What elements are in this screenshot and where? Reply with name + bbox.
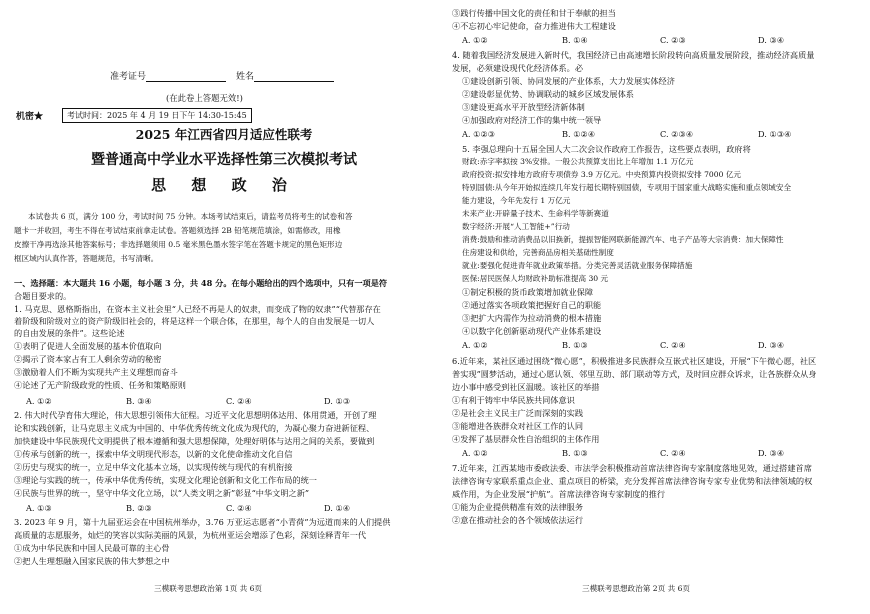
option-b: B. ①③ xyxy=(562,448,588,458)
exam-time-box: 考试时间：2025 年 4 月 19 日下午 14:30-15:45 xyxy=(62,108,252,123)
statement-item: ①表明了促进人全面发展的基本价值取向 xyxy=(14,341,162,351)
question-line: 论和实践创新，让马克思主义成为中国的、中华优秀传统文化成为现代的，为凝心聚力奋进新征程、 xyxy=(14,423,375,433)
section-heading-cont: 合题目要求的。 xyxy=(14,291,72,301)
question-line: 着阶级和阶级对立的资产阶级旧社会的，将是这样一个联合体，在那里，每个人的自由发展是一切人 xyxy=(14,316,375,326)
question-line: 威作用，为企业发展“护航”。首席法律咨询专家制度的推行 xyxy=(452,489,666,499)
material-line: 未来产业:开辟量子技术、生命科学等新赛道 xyxy=(462,209,609,218)
statement-item: ①建设创新引领、协同发展的产业体系，大力发展实体经济 xyxy=(462,76,675,86)
statement-item: ③理论与实践的统一，传承中华优秀传统，实现文化理论创新和文化工作布局的统一 xyxy=(14,475,317,485)
option-c: C. ②④ xyxy=(226,503,252,513)
option-d: D. ①④ xyxy=(324,503,351,513)
name-line xyxy=(254,73,334,82)
material-line: 消费:鼓励和推动消费品以旧换新，提振智能网联新能源汽车、电子产品等大宗消费：加大保障性 xyxy=(462,235,784,244)
statement-item: ②把人生理想融入国家民族的伟大梦想之中 xyxy=(14,556,170,566)
material-line: 数字经济:开展“人工智能+”行动 xyxy=(462,222,570,231)
option-b: B. ①②④ xyxy=(562,129,596,139)
statement-item: ④不忘初心牢记使命，奋力推进伟大工程建设 xyxy=(452,21,616,31)
statement-item: ③能增进各族群众对社区工作的认同 xyxy=(452,421,584,431)
question-line: 发展，必须建设现代化经济体系。必 xyxy=(452,63,584,73)
statement-item: ①制定积极的货币政策增加就业保障 xyxy=(462,287,594,297)
question-line: 加快建设中华民族现代文明提供了根本遵循和强大思想保障，处理好明体与达用之间的关系，要做到 xyxy=(14,436,375,446)
question-line: 边小事中感受到社区温暖。该社区的举措 xyxy=(452,382,600,392)
question-line: 普实现”圆梦活动，通过心愿认领、邻里互助、部门联动等方式，及时回应群众诉求，让各族群众从身 xyxy=(452,369,817,379)
option-c: C. ②③ xyxy=(660,35,686,45)
page-footer: 三模联考思想政治第 1页 共 6页 xyxy=(154,584,263,593)
question-line: 法律咨询专家联系重点企业、重点项目的桥梁，充分发挥首席法律咨询专家专业优势和法律领域的权 xyxy=(452,476,813,486)
statement-item: ①传承与创新的统一，探索中华文明现代形态，以新的文化使命推动文化自信 xyxy=(14,449,293,459)
question-line: 3. 2023 年 9 月，第十九届亚运会在中国杭州举办，3.76 万亚运志愿者“小青荷”为远道而来的人们提供 xyxy=(14,517,391,527)
option-b: B. ③④ xyxy=(126,396,152,406)
statement-item: ②揭示了资本家占有工人剩余劳动的秘密 xyxy=(14,354,162,364)
option-a: A. ①② xyxy=(26,396,52,406)
material-line: 医保:居民医保人均财政补助标准提高 30 元 xyxy=(462,274,609,283)
option-d: D. ①③④ xyxy=(758,129,792,139)
subject-title: 思 想 政 治 xyxy=(151,176,297,194)
section-heading: 一、选择题：本大题共 16 小题，每小题 3 分，共 48 分。在每小题给出的四个选项中，只有一项是符 xyxy=(14,278,388,288)
question-line: 4. 随着我国经济发展进入新时代，我国经济已由高速增长阶段转向高质量发展阶段，推动经济高质量 xyxy=(452,50,815,60)
instructions-line: 皮擦干净再选涂其他答案标号；非选择题须用 0.5 毫米黑色墨水签字笔在答题卡规定的黑色矩形边 xyxy=(14,240,343,249)
statement-item: ①能为企业提供精准有效的法律服务 xyxy=(452,502,584,512)
statement-item: ②是社会主义民主广泛而深刻的实践 xyxy=(452,408,584,418)
material-line: 特别国债:从今年开始拟连续几年发行超长期特别国债，专项用于国家重大战略实施和重点领域安全 xyxy=(462,183,792,192)
exam-number-field[interactable] xyxy=(110,72,226,82)
question-line: 7.近年来，江西某地市委政法委、市法学会积极推动首席法律咨询专家制度落地见效，通过搭建首席 xyxy=(452,463,812,473)
secret-tag: 机密★ xyxy=(16,112,44,122)
option-d: D. ③④ xyxy=(758,35,785,45)
option-a: A. ①② xyxy=(462,340,488,350)
question-line: 1. 马克思、恩格斯指出，在资本主义社会里“人已经不再是人的奴隶，而变成了物的奴隶”“代替那存在 xyxy=(14,304,381,314)
statement-item: ③建设更高水平开放型经济新体制 xyxy=(462,102,585,112)
statement-item: ②历史与现实的统一，立足中华文化基本立场，以实现传统与现代的有机衔接 xyxy=(14,462,293,472)
statement-item: ②建设彰显优势、协调联动的城乡区域发展体系 xyxy=(462,89,634,99)
option-b: B. ②③ xyxy=(126,503,152,513)
statement-item: ④以数字化创新驱动现代产业体系建设 xyxy=(462,326,602,336)
option-c: C. ②③④ xyxy=(660,129,694,139)
option-b: B. ①③ xyxy=(562,340,588,350)
statement-item: ②通过落实各项政策把握好自己的职能 xyxy=(462,300,602,310)
statement-item: ③践行传播中国文化的责任和甘于奉献的担当 xyxy=(452,8,616,18)
option-a: A. ①② xyxy=(462,448,488,458)
material-line: 能力建设，今年先发行 1 万亿元 xyxy=(462,196,571,205)
page-footer: 三模联考思想政治第 2页 共 6页 xyxy=(582,584,691,593)
instructions-line: 题卡一并收回，考生不得在考试结束前拿走试卷。答题须选择 2B 铅笔规范填涂，如需修改，用橡 xyxy=(14,226,341,235)
option-d: D. ③④ xyxy=(758,448,785,458)
material-line: 就业:要强化促进青年就业政策举措。分类完善灵活就业服务保障措施 xyxy=(462,261,693,270)
exam-title-line1: 2025 年江西省四月适应性联考 xyxy=(135,127,313,142)
statement-item: ④论述了无产阶级政党的性质、任务和策略原则 xyxy=(14,380,186,390)
statement-item: ④发挥了基层群众性自治组织的主体作用 xyxy=(452,434,600,444)
question-line: 2. 伟大时代孕育伟大理论，伟大思想引领伟大征程。习近平文化思想明体达用、体用贯通，开创了理 xyxy=(14,410,377,420)
exam-title-line2: 暨普通高中学业水平选择性第三次模拟考试 xyxy=(91,152,357,168)
instructions-line: 本试卷共 6 页，满分 100 分，考试时间 75 分钟。本场考试结束后，请监考员将考生的试卷和答 xyxy=(28,212,353,221)
left-page xyxy=(14,0,434,614)
name-field[interactable] xyxy=(236,72,334,82)
option-b: B. ①④ xyxy=(562,35,588,45)
material-line: 住房建设和供给，完善商品房相关基础性制度 xyxy=(462,248,614,257)
question-line: 6.近年来，某社区通过围绕“微心愿”，积极推进多民族群众互嵌式社区建设，开展“下午微心愿，社区 xyxy=(452,356,817,366)
name-label: 姓名 xyxy=(236,72,255,82)
exam-number-label: 准考证号 xyxy=(110,72,147,82)
statement-item: ③把扩大内需作为拉动消费的根本措施 xyxy=(462,313,602,323)
statement-item: ④民族与世界的统一，坚守中华文化立场，以“人类文明之新”彰显“中华文明之新” xyxy=(14,488,310,498)
option-a: A. ①② xyxy=(462,35,488,45)
statement-item: ①成为中华民族和中国人民最可靠的主心骨 xyxy=(14,543,170,553)
option-c: C. ②④ xyxy=(660,340,686,350)
exam-number-line xyxy=(146,73,226,82)
statement-item: ②意在推动社会的各个领域依法运行 xyxy=(452,515,584,525)
invalid-answer-note: (在此卷上答题无效!) xyxy=(166,93,243,103)
right-page xyxy=(452,0,856,614)
statement-item: ③激励着人们不断为实现共产主义理想而奋斗 xyxy=(14,367,178,377)
material-line: 财政:赤字率拟按 3%安排。一般公共预算支出比上年增加 1.1 万亿元 xyxy=(462,157,694,166)
statement-item: ④加强政府对经济工作的集中统一领导 xyxy=(462,115,602,125)
statement-item: ①有利于铸牢中华民族共同体意识 xyxy=(452,395,575,405)
question-line: 的自由发展的条件”。这些论述 xyxy=(14,328,125,338)
option-c: C. ②④ xyxy=(660,448,686,458)
instructions-line: 框区域内认真作答，答题规范，书写清晰。 xyxy=(14,254,159,263)
question-line: 高质量的志愿服务，灿烂的笑容以实际美丽的风景，为杭州亚运会增添了色彩，深刻诠释青年一代 xyxy=(14,530,367,540)
option-a: A. ①②③ xyxy=(462,129,496,139)
option-d: D. ③④ xyxy=(758,340,785,350)
option-d: D. ①③ xyxy=(324,396,351,406)
option-c: C. ②④ xyxy=(226,396,252,406)
question-line: 5. 李强总理向十五届全国人大二次会议作政府工作报告，这些要点表明，政府将 xyxy=(462,144,751,154)
material-line: 政府投资:拟安排地方政府专项债券 3.9 万亿元。中央预算内投资拟安排 7000 亿元 xyxy=(462,170,742,179)
option-a: A. ①③ xyxy=(26,503,52,513)
